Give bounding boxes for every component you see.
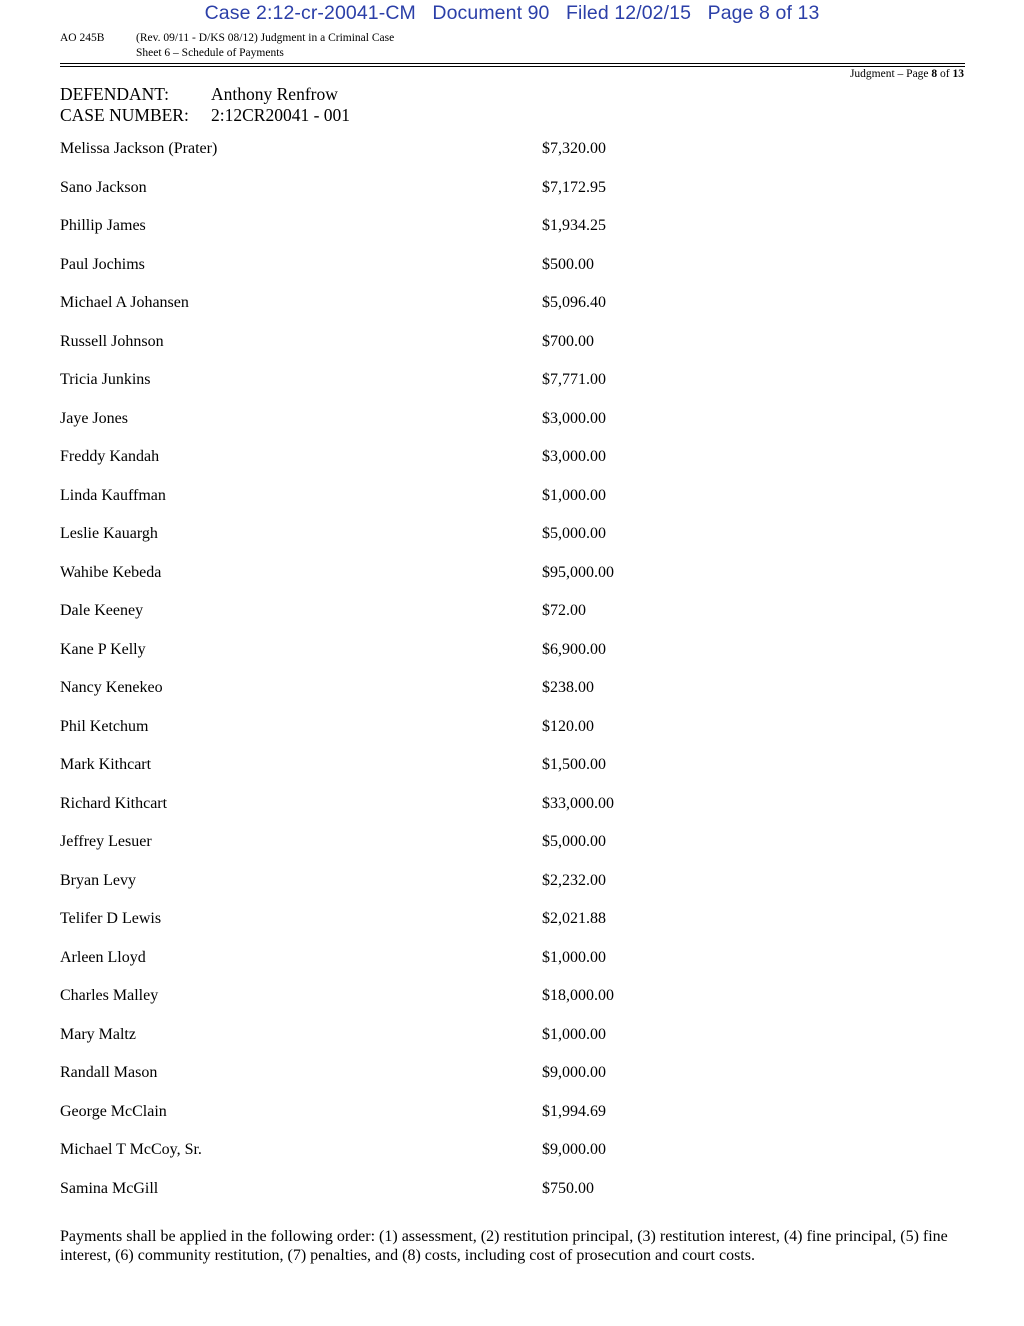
list-item	[60, 1141, 760, 1180]
list-item	[60, 910, 760, 949]
list-item	[60, 525, 760, 564]
payee-name: Dale Keeney	[60, 602, 144, 619]
list-item	[60, 872, 760, 911]
list-item	[60, 564, 760, 603]
list-item	[60, 602, 760, 641]
page-indicator-prefix: Judgment – Page	[849, 68, 932, 80]
payee-name: Charles Malley	[60, 987, 159, 1004]
court-filing-stamp: Case 2:12-cr-20041-CM Document 90 Filed 12/02/15 Page 8 of 13	[204, 2, 820, 24]
payee-amount: $2,232.00	[542, 871, 606, 889]
payee-name: George McClain	[60, 1102, 167, 1120]
payee-amount: $1,000.00	[542, 1025, 606, 1043]
list-item	[60, 448, 760, 487]
payee-name: Phil Ketchum	[60, 717, 149, 735]
payee-amount: $750.00	[542, 1179, 594, 1197]
payee-name: Melissa Jackson (Prater)	[60, 140, 218, 157]
case-number-label: CASE NUMBER:	[60, 105, 189, 125]
payee-name: Samina McGill	[60, 1179, 159, 1197]
payee-name: Arleen Lloyd	[60, 948, 146, 966]
sheet-title: Sheet 6 – Schedule of Payments	[136, 47, 284, 59]
list-item	[60, 371, 760, 410]
payee-amount: $120.00	[542, 717, 594, 735]
payee-amount: $700.00	[542, 332, 594, 350]
list-item	[60, 1103, 760, 1142]
page-current-number: 8	[931, 68, 938, 80]
payee-name: Phillip James	[60, 217, 146, 234]
payee-name: Jaye Jones	[60, 409, 128, 427]
payee-amount: $95,000.00	[542, 563, 614, 581]
list-item	[60, 1026, 760, 1065]
payee-amount: $5,000.00	[542, 525, 606, 542]
page-indicator	[850, 68, 964, 80]
payee-amount: $5,096.40	[542, 294, 606, 311]
list-item	[60, 140, 760, 179]
list-item	[60, 756, 760, 795]
list-item	[60, 718, 760, 757]
payee-amount: $3,000.00	[542, 409, 606, 427]
list-item	[60, 256, 760, 295]
header-divider-bottom	[60, 66, 965, 67]
payee-amount: $7,172.95	[542, 178, 606, 196]
list-item	[60, 987, 760, 1026]
list-item	[60, 833, 760, 872]
payee-amount: $1,000.00	[542, 948, 606, 966]
payee-name: Michael T McCoy, Sr.	[60, 1141, 202, 1158]
payee-amount: $33,000.00	[542, 794, 614, 812]
list-item	[60, 487, 760, 526]
list-item	[60, 410, 760, 449]
payee-name: Randall Mason	[60, 1064, 158, 1081]
payee-name: Richard Kithcart	[60, 794, 168, 812]
payee-amount: $1,000.00	[542, 486, 606, 504]
payment-order-note: Payments shall be applied in the following order: (1) assessment, (2) restitution principal, (3) restitution interest, (4) fine principal, (5) fine interest, (6) community restitution, (7) penalties, and (8) costs, including cost of prosecution and court costs.	[60, 1228, 948, 1264]
list-item	[60, 179, 760, 218]
payee-amount: $7,771.00	[542, 371, 606, 388]
payee-amount: $500.00	[542, 255, 594, 273]
list-item	[60, 1064, 760, 1103]
payee-name: Telifer D Lewis	[60, 910, 162, 927]
payee-amount: $2,021.88	[542, 910, 606, 927]
payee-amount: $18,000.00	[542, 987, 614, 1004]
payee-amount: $7,320.00	[542, 140, 606, 157]
payee-name: Mary Maltz	[60, 1025, 136, 1043]
payee-name: Paul Jochims	[60, 255, 145, 273]
payee-name: Tricia Junkins	[60, 371, 151, 388]
payee-amount: $1,934.25	[542, 217, 606, 234]
list-item	[60, 217, 760, 256]
defendant-label: DEFENDANT:	[60, 84, 169, 104]
payee-name: Nancy Kenekeo	[60, 679, 163, 696]
payee-amount: $6,900.00	[542, 640, 606, 658]
list-item	[60, 679, 760, 718]
payee-amount: $72.00	[542, 602, 586, 619]
payee-amount: $9,000.00	[542, 1141, 606, 1158]
defendant-name: Anthony Renfrow	[211, 84, 338, 104]
payee-amount: $9,000.00	[542, 1064, 606, 1081]
payee-name: Leslie Kauargh	[60, 525, 158, 542]
payee-name: Michael A Johansen	[60, 294, 189, 311]
list-item	[60, 795, 760, 834]
form-revision: (Rev. 09/11 - D/KS 08/12) Judgment in a Criminal Case	[136, 32, 395, 44]
list-item	[60, 641, 760, 680]
case-number: 2:12CR20041 - 001	[211, 105, 351, 125]
page-total-number: 13	[952, 68, 964, 80]
payee-amount: $1,994.69	[542, 1102, 606, 1120]
payee-name: Freddy Kandah	[60, 448, 160, 465]
restitution-payee-list	[60, 140, 760, 1218]
payee-amount: $1,500.00	[542, 756, 606, 773]
list-item	[60, 1180, 760, 1219]
payee-name: Jeffrey Lesuer	[60, 833, 152, 850]
page-indicator-of: of	[937, 68, 953, 80]
header-divider-top	[60, 63, 965, 64]
list-item	[60, 333, 760, 372]
payee-name: Kane P Kelly	[60, 640, 146, 658]
payee-name: Linda Kauffman	[60, 486, 166, 504]
list-item	[60, 949, 760, 988]
payee-name: Wahibe Kebeda	[60, 563, 162, 581]
payee-amount: $5,000.00	[542, 833, 606, 850]
form-code: AO 245B	[60, 32, 105, 44]
list-item	[60, 294, 760, 333]
payee-name: Sano Jackson	[60, 178, 147, 196]
payee-name: Bryan Levy	[60, 871, 136, 889]
payee-name: Mark Kithcart	[60, 756, 152, 773]
payee-name: Russell Johnson	[60, 332, 164, 350]
payee-amount: $238.00	[542, 679, 594, 696]
payee-amount: $3,000.00	[542, 448, 606, 465]
